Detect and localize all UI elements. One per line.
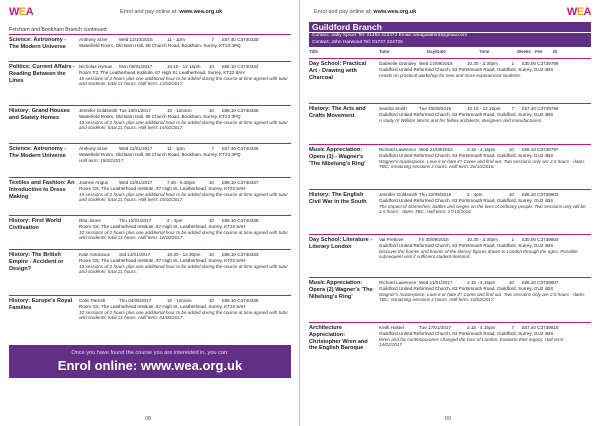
course-time: 2.15 - 4.15pm [467,325,496,330]
course-note: Hands on practical workshop for new and more experienced students. [379,72,522,78]
course-title[interactable]: Architecture Appreciation: Christopher Wren and the English Baroque [309,325,368,352]
course-title[interactable]: Textiles and Fashion: An Introduction to Dress Making [9,180,75,200]
course-tutor: Keith Hastel [379,325,404,330]
course-entry [309,277,591,322]
course-note: Discover the homes and haunts of the literary figures drawn to London through the ages. Possible subsequent visit if sufficient student demand. [379,248,578,260]
course-venue: Waterfield Room, Old Barn Hall, 55 Church Road, Bookham, Surrey, KT23 3PQ [79,151,241,157]
course-time: 2 - 4pm [467,192,483,197]
course-note: 10 sessions of 2 hours plus one additional hour to be added during the course at time agreed with tutor and students; total 21 hours. Half term: 14/02/2017. [79,119,288,131]
course-time: 2.15 - 4.15pm [467,147,496,152]
course-weeks: 1 [511,237,514,242]
course-venue: Guildford United Reformed Church, 83 Portsmouth Road, Guildford, Surrey, GU2 4BS [379,197,554,203]
contact-line-1: Contact: Sally Spicer Tel: 01483 422372 Email: weaguildford@gmail.com [312,33,468,38]
course-tutor: Anthony Sizer [79,37,108,42]
course-time: 10.30 - 3.30pm [467,61,498,66]
course-tutor: Nicholas Hyman [79,64,113,69]
course-weeks: 10 [208,64,214,69]
course-fee: £57.40 [521,325,536,330]
course-title[interactable]: Music Appreciation: Opera (2) Wagner's 'The Nibelung's Ring' [309,280,373,300]
course-details [379,237,589,260]
contact-line-2: Contact: John Harwood Tel: 01737 224726 [312,39,403,45]
course-title[interactable]: Science: Astronomy - The Modern Universe [9,37,67,50]
course-entry [9,34,291,61]
course-details [379,147,589,170]
course-entry [9,143,291,177]
course-note: Half term: 15/02/2017. [79,157,125,163]
course-code[interactable]: C3739810 [537,325,559,330]
enrol-prefix: Enrol online: [57,358,141,373]
section-subtitle: Fetcham and Bookham Branch continued [9,27,107,33]
course-meta [379,106,589,112]
course-time: 10 - 12noon [167,108,192,113]
course-code[interactable]: C3740334 [237,64,259,69]
course-weeks: 7 [511,325,514,330]
course-details [79,180,289,203]
course-date: Tue 17/01/2017 [419,325,452,330]
course-weeks: 7 [511,106,514,111]
course-tutor: Anthony Sizer [79,146,108,151]
course-weeks: 7 [211,37,214,42]
course-date: Wed 14/09/2016 [419,61,453,66]
course-date: Thu 04/05/2017 [119,298,152,303]
course-weeks: 10 [508,147,514,152]
course-venue: Room G5, The Leatherhead Institute, 67 High St, Leatherhead, Surrey, KT22 8AH [79,185,246,191]
course-title[interactable]: Day School: Literature - Literary London [309,237,373,250]
course-tutor: Gabrielle Grandey [379,61,417,66]
course-code[interactable]: C3740335 [237,108,259,113]
course-date: Wed 11/01/2017 [119,146,153,151]
page-header [120,9,222,15]
course-code[interactable]: C3739803 [537,192,559,197]
course-title[interactable]: History: The Arts and Crafts Movement [309,106,366,119]
course-details [379,280,589,303]
course-weeks: 10 [508,280,514,285]
course-venue: Guildford United Reformed Church, 83 Portsmouth Road, Guildford, Surrey, GU2 4BS [379,111,554,117]
course-entry [309,103,591,144]
course-venue: Room G5, The Leatherhead Institute, 67 High St, Leatherhead, Surrey, KT22 8AH [79,303,246,309]
course-note: Wagner's masterpiece. Love it or hate it? Come and find out. Two sessions only are 2.5 hours - dates TBC; remaining sessions 2 hours. Half term: 15/02/2017. [379,291,585,303]
header-text: Enrol and pay online at: [314,9,374,15]
course-code[interactable]: C3740339 [237,298,259,303]
course-venue: Guildford United Reformed Church, 83 Portsmouth Road, Guildford, Surrey, GU2 4BS [379,242,554,248]
col-fee: Fee [535,49,543,54]
course-time: 10.30 - 12.30pm [167,252,201,257]
course-tutor: Richard Lawrence [379,147,417,152]
course-title[interactable]: Politics: Current Affairs - Reading Between the Lines [9,64,75,84]
course-fee: £57.40 [221,37,236,42]
course-time: 2 - 4pm [167,218,183,223]
course-fee: £57.40 [221,146,236,151]
course-time: 11 - 1pm [167,146,185,151]
course-code[interactable]: C3739804 [537,237,559,242]
course-tutor: Jennifer Goldsmith [379,192,418,197]
course-tutor: Kate Antonious [79,252,110,257]
course-fee: £86.10 [221,298,236,303]
course-date: Wed 11/01/2017 [419,280,453,285]
course-entry [309,58,591,103]
course-entry [309,189,591,234]
course-tutor: Val Pretlove [379,237,404,242]
enrol-line1: Once you have found the course you are interested in, you can: [71,350,229,356]
course-weeks: 10 [208,108,214,113]
course-title[interactable]: History: The English Civil War in the South [309,192,367,205]
course-entry [309,322,591,366]
course-code[interactable]: C3740336 [237,146,259,151]
course-time: 10.15 - 12.15pm [467,106,501,111]
course-entry [9,61,291,105]
course-meta [379,61,589,67]
course-meta [379,325,589,331]
course-meta [79,180,289,186]
course-entry [9,249,291,295]
course-details [79,108,289,131]
course-time: 2.15 - 4.15pm [467,280,496,285]
course-date: Mon 09/01/2017 [119,64,153,69]
page-header [314,9,416,15]
course-venue: Room F3, The Leatherhead Institute, 67 High St, Leatherhead, Surrey, KT22 8AH [79,69,245,75]
course-title[interactable]: Science: Astronomy - The Modern Universe [9,146,67,159]
course-date: Fri 30/09/2016 [419,237,449,242]
course-weeks: 10 [208,298,214,303]
course-venue: Waterfield Room, Old Barn Hall, 55 Church Road, Bookham, Surrey, KT23 3PQ [79,42,241,48]
course-title[interactable]: Music Appreciation: Opera (1) - Wagner's 'The Nibelung's Ring' [309,147,366,167]
course-venue: Guildford United Reformed Church, 83 Portsmouth Road, Guildford, Surrey, GU2 4BS [379,66,554,72]
course-tutor: Jennifer Goldsmith [79,108,118,113]
course-weeks: 10 [508,192,514,197]
course-code[interactable]: C3740333 [237,252,259,257]
course-date: Tue 10/01/2017 [119,108,152,113]
course-fee: £57.40 [521,106,536,111]
course-title[interactable]: History: Grand Houses and Stately Homes [9,108,70,121]
course-entry [309,234,591,277]
course-details [379,61,589,78]
course-note: Wren and his contemporaries changed the face of London. Examine their legacy. Half term: 14/02/2017. [379,336,565,348]
course-meta [79,37,289,43]
course-tutor: Joanne Angus [79,180,109,185]
course-meta [79,108,289,114]
course-meta [79,252,289,258]
enrol-url[interactable]: www.wea.org.uk [140,358,243,373]
wea-logo: WEA [9,6,34,18]
header-url[interactable]: www.wea.org.uk [373,9,417,15]
course-weeks: 1 [511,61,514,66]
header-text: Enrol and pay online at: [120,9,180,15]
course-venue: Guildford United Reformed Church, 83 Portsmouth Road, Guildford, Surrey, GU2 4BS [379,330,554,336]
enrol-banner [9,345,291,378]
course-venue: Waterfield Room, Old Barn Hall, 55 Church Road, Bookham, Surrey, KT23 3PQ [79,113,241,119]
course-note: 15 sessions of 2 hours plus one additional hour to be added during the course at time agreed with tutor and students; total 21 hours. Half term: 13/02/2017. [79,75,288,87]
course-time: 11 - 1pm [167,37,185,42]
course-entry [309,144,591,189]
course-note: The impact of skirmishes, battles and sieges on the lives of ordinary people. Two sessions only will be 2.5 hours - dates TBC. Half term: 27/10/2016. [379,203,586,215]
course-date: Wed 21/09/2016 [419,147,453,152]
course-details [79,252,289,275]
branch-contact [309,33,591,47]
course-fee: £86.10 [221,180,236,185]
course-note: 10 sessions of 2 hours plus one additional hour to be added during the course at time agreed with tutor and students; total 21 hours. Half term: 16/02/2017. [79,229,288,241]
course-time: 10.30 - 3.30pm [467,237,498,242]
course-meta [79,146,289,152]
course-details [79,37,289,49]
course-time: 7.30 - 9.30pm [167,180,196,185]
course-details [79,298,289,321]
page-number: 09 [445,416,452,422]
course-entry [9,177,291,215]
right-page [300,0,600,426]
course-fee: £86.10 [521,280,536,285]
course-fee: £30.00 [521,237,536,242]
course-meta [79,218,289,224]
course-meta [79,298,289,304]
course-meta [379,192,589,198]
course-tutor: Sandra Smith [379,106,407,111]
course-code[interactable]: C3740337 [237,180,259,185]
course-code[interactable]: C3739796 [537,106,559,111]
course-note: A study of William Morris and his fellow architects, designers and manufacturers. [379,117,543,123]
enrol-line2[interactable] [9,358,291,373]
col-date: Day/Date [427,49,446,54]
course-fee: £86.10 [221,252,236,257]
course-fee: £86.10 [521,147,536,152]
course-code[interactable]: C3739799 [537,61,559,66]
course-entry [9,295,291,337]
course-meta [379,280,589,286]
course-venue: Room G6, The Leatherhead Institute, 67 High St, Leatherhead, Surrey, KT22 8AH [79,223,246,229]
course-weeks: 10 [208,180,214,185]
course-details [79,64,289,87]
course-date: Wed 12/10/2016 [119,37,153,42]
course-date: Thu 12/01/2017 [119,218,152,223]
course-entry [9,105,291,143]
course-code[interactable]: C3740338 [237,218,259,223]
course-meta [379,147,589,153]
course-tutor: Rita Jones [79,218,101,223]
course-tutor: Colin Parrish [79,298,106,303]
course-details [79,146,289,163]
course-fee: £86.10 [221,108,236,113]
course-meta [79,64,289,70]
col-weeks: Weeks [517,49,531,54]
course-weeks: 10 [208,218,214,223]
course-venue: Room G5, The Leatherhead Institute, 67 High St, Leatherhead, Surrey, KT22 8AH [79,257,246,263]
course-weeks: 7 [211,146,214,151]
course-note: 15 sessions of 2 hours plus one additional hour to be added during the course at time agreed with tutor and students; total 21 hours. Half term: 15/02/2017. [79,191,288,203]
course-date: Sat 14/01/2017 [119,252,151,257]
course-title[interactable]: Day School: Practical Art - Drawing with Charcoal [309,61,367,81]
course-code[interactable]: C3739797 [537,147,559,152]
header-url[interactable]: www.wea.org.uk [179,9,223,15]
course-tutor: Richard Lawrence [379,280,417,285]
course-fee: £30.00 [521,61,536,66]
course-details [79,218,289,241]
course-weeks: 10 [208,252,214,257]
course-details [379,325,589,348]
page-number: 08 [145,416,152,422]
course-title[interactable]: History: First World Civilisation [9,218,62,231]
course-title[interactable]: History: Europe's Royal Families [9,298,73,311]
course-code[interactable]: C3740330 [237,37,259,42]
course-note: 10 sessions of 2 hours plus one additional hour to be added during the course at time agreed with tutor and students; total 21 hours. [79,263,288,275]
course-meta [379,237,589,243]
course-note: Wagner's masterpiece. Love it or hate it? Come and find out. Two sessions only are 2.5 hours - dates TBC; remaining sessions 2 hours. Half term: 26/10/2016. [379,158,585,170]
course-title[interactable]: History: The British Empire - Accident or Design? [9,252,64,272]
course-date: Tue 20/09/2016 [419,106,452,111]
course-code[interactable]: C3739807 [537,280,559,285]
course-date: Wed 11/01/2017 [119,180,153,185]
course-details [379,192,589,215]
col-id: ID [553,49,558,54]
course-venue: Guildford United Reformed Church, 83 Portsmouth Road, Guildford, Surrey, GU2 4BS [379,152,554,158]
col-title: Title [309,49,318,54]
course-note: 10 sessions of 2 hours plus one additional hour to be added during the course at time agreed with tutor and students; total 21 hours. Half term: 01/06/2017. [79,309,288,321]
course-time: 10.15 - 12.15pm [167,64,201,69]
course-details [379,106,589,123]
course-fee: £86.10 [521,192,536,197]
course-venue: Guildford United Reformed Church, 83 Portsmouth Road, Guildford, Surrey, GU2 4BS [379,285,554,291]
col-time: Time [479,49,490,54]
wea-logo: WEA [566,6,591,18]
course-entry [9,215,291,249]
course-time: 10 - 12noon [167,298,192,303]
course-date: Thu 22/09/2016 [419,192,452,197]
course-fee: £86.10 [221,64,236,69]
column-headers [309,49,591,54]
branch-title: Guildford Branch [309,22,591,32]
course-fee: £86.10 [221,218,236,223]
col-tutor: Tutor [379,49,390,54]
